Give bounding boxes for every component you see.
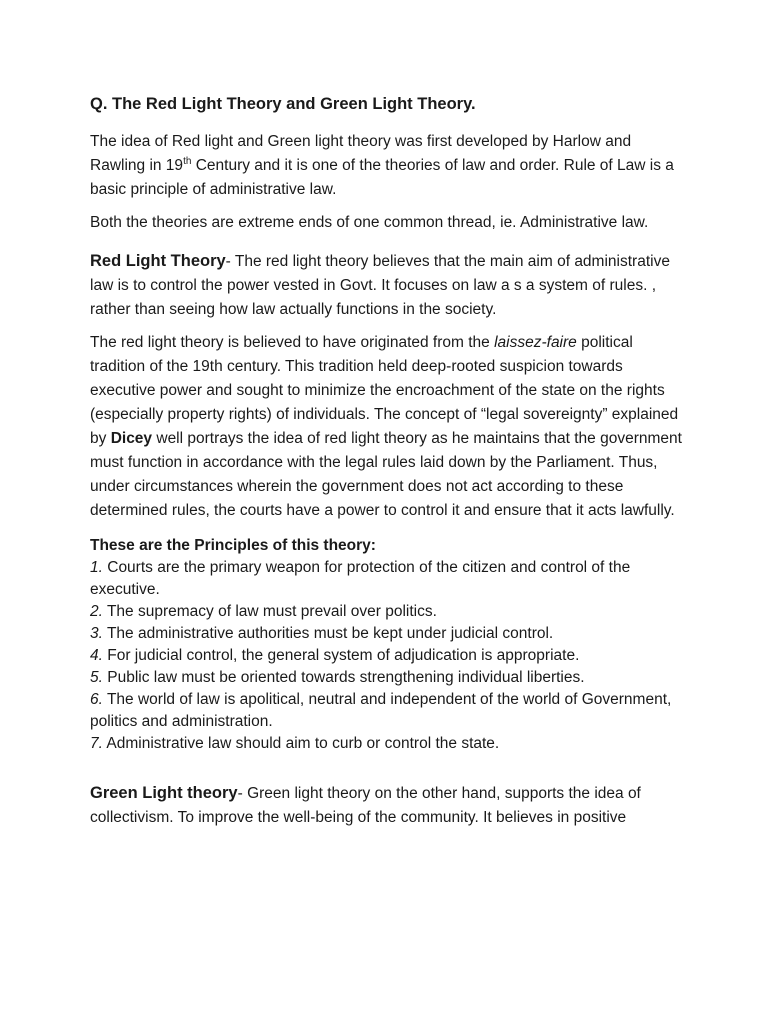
- intro-text-b: Century and it is one of the theories of law and order. Rule of Law is a basic principle of administrative law.: [90, 157, 674, 198]
- principle-number: 6.: [90, 691, 103, 708]
- intro-superscript: th: [183, 155, 192, 167]
- intro-paragraph: [90, 130, 690, 202]
- red-light-text: - The red light theory believes that the main aim of administrative law is to control the power vested in Govt. It focuses on law a s a system of rules. , rather than seeing how law actually functions in the society.: [90, 253, 670, 318]
- principle-number: 1.: [90, 559, 103, 576]
- red-origin-text-2: political tradition of the 19th century. This tradition held deep-rooted suspicion towards executive power and sought to minimize the encroachment of the state on the rights (especially property rights) of individuals. The concept of “legal sovereignty” explained by: [90, 334, 679, 447]
- principles-heading: These are the Principles of this theory:: [90, 537, 376, 554]
- principle-item: [90, 557, 690, 601]
- green-light-text: - Green light theory on the other hand, supports the idea of collectivism. To improve the well-being of the community. It believes in positive: [90, 785, 641, 826]
- principle-number: 2.: [90, 603, 103, 620]
- principle-item: [90, 601, 690, 623]
- red-light-paragraph: [90, 249, 690, 322]
- laissez-faire-term: laissez-faire: [494, 334, 577, 351]
- principle-text: Administrative law should aim to curb or control the state.: [102, 735, 500, 752]
- both-paragraph: Both the theories are extreme ends of one common thread, ie. Administrative law.: [90, 214, 649, 231]
- red-origin-paragraph: [90, 331, 690, 523]
- principle-text: The administrative authorities must be kept under judicial control.: [102, 625, 554, 642]
- principle-text: The world of law is apolitical, neutral and independent of the world of Government,: [102, 691, 672, 708]
- principles-section: [90, 535, 690, 755]
- green-light-heading: Green Light theory: [90, 784, 238, 802]
- principle-number: 4.: [90, 647, 103, 664]
- principle-item: [90, 645, 690, 667]
- red-origin-text-1: The red light theory is believed to have originated from the: [90, 334, 495, 351]
- document-page: [90, 92, 690, 839]
- principles-list: [90, 557, 690, 755]
- principle-number: 7.: [90, 735, 103, 752]
- principle-text: politics and administration.: [90, 713, 273, 730]
- principle-text: The supremacy of law must prevail over politics.: [102, 603, 437, 620]
- red-light-heading: Red Light Theory: [90, 252, 226, 270]
- principle-number: 3.: [90, 625, 103, 642]
- principle-text: Courts are the primary weapon for protection of the citizen and control of the executive.: [90, 559, 631, 598]
- principle-item: [90, 623, 690, 645]
- principle-text: Public law must be oriented towards strengthening individual liberties.: [102, 669, 585, 686]
- principle-item: [90, 733, 690, 755]
- section-spacer: [90, 755, 690, 781]
- principle-number: 5.: [90, 669, 103, 686]
- principle-item-continuation: [90, 711, 690, 733]
- principle-item: [90, 667, 690, 689]
- red-origin-text-3: well portrays the idea of red light theory as he maintains that the government must function in accordance with the legal rules laid down by the Parliament. Thus, under circumstances wherein the government does not act according to these determined rules, the courts have a power to control it and ensure that it acts lawfully.: [90, 430, 682, 519]
- principle-text: For judicial control, the general system of adjudication is appropriate.: [102, 647, 580, 664]
- intro-text-a: The idea of Red light and Green light theory was first developed by Harlow and Rawling in 19: [90, 133, 632, 174]
- page-title: Q. The Red Light Theory and Green Light Theory.: [90, 95, 476, 113]
- dicey-term: Dicey: [110, 430, 153, 447]
- green-light-paragraph: [90, 781, 690, 830]
- principle-item: [90, 689, 690, 711]
